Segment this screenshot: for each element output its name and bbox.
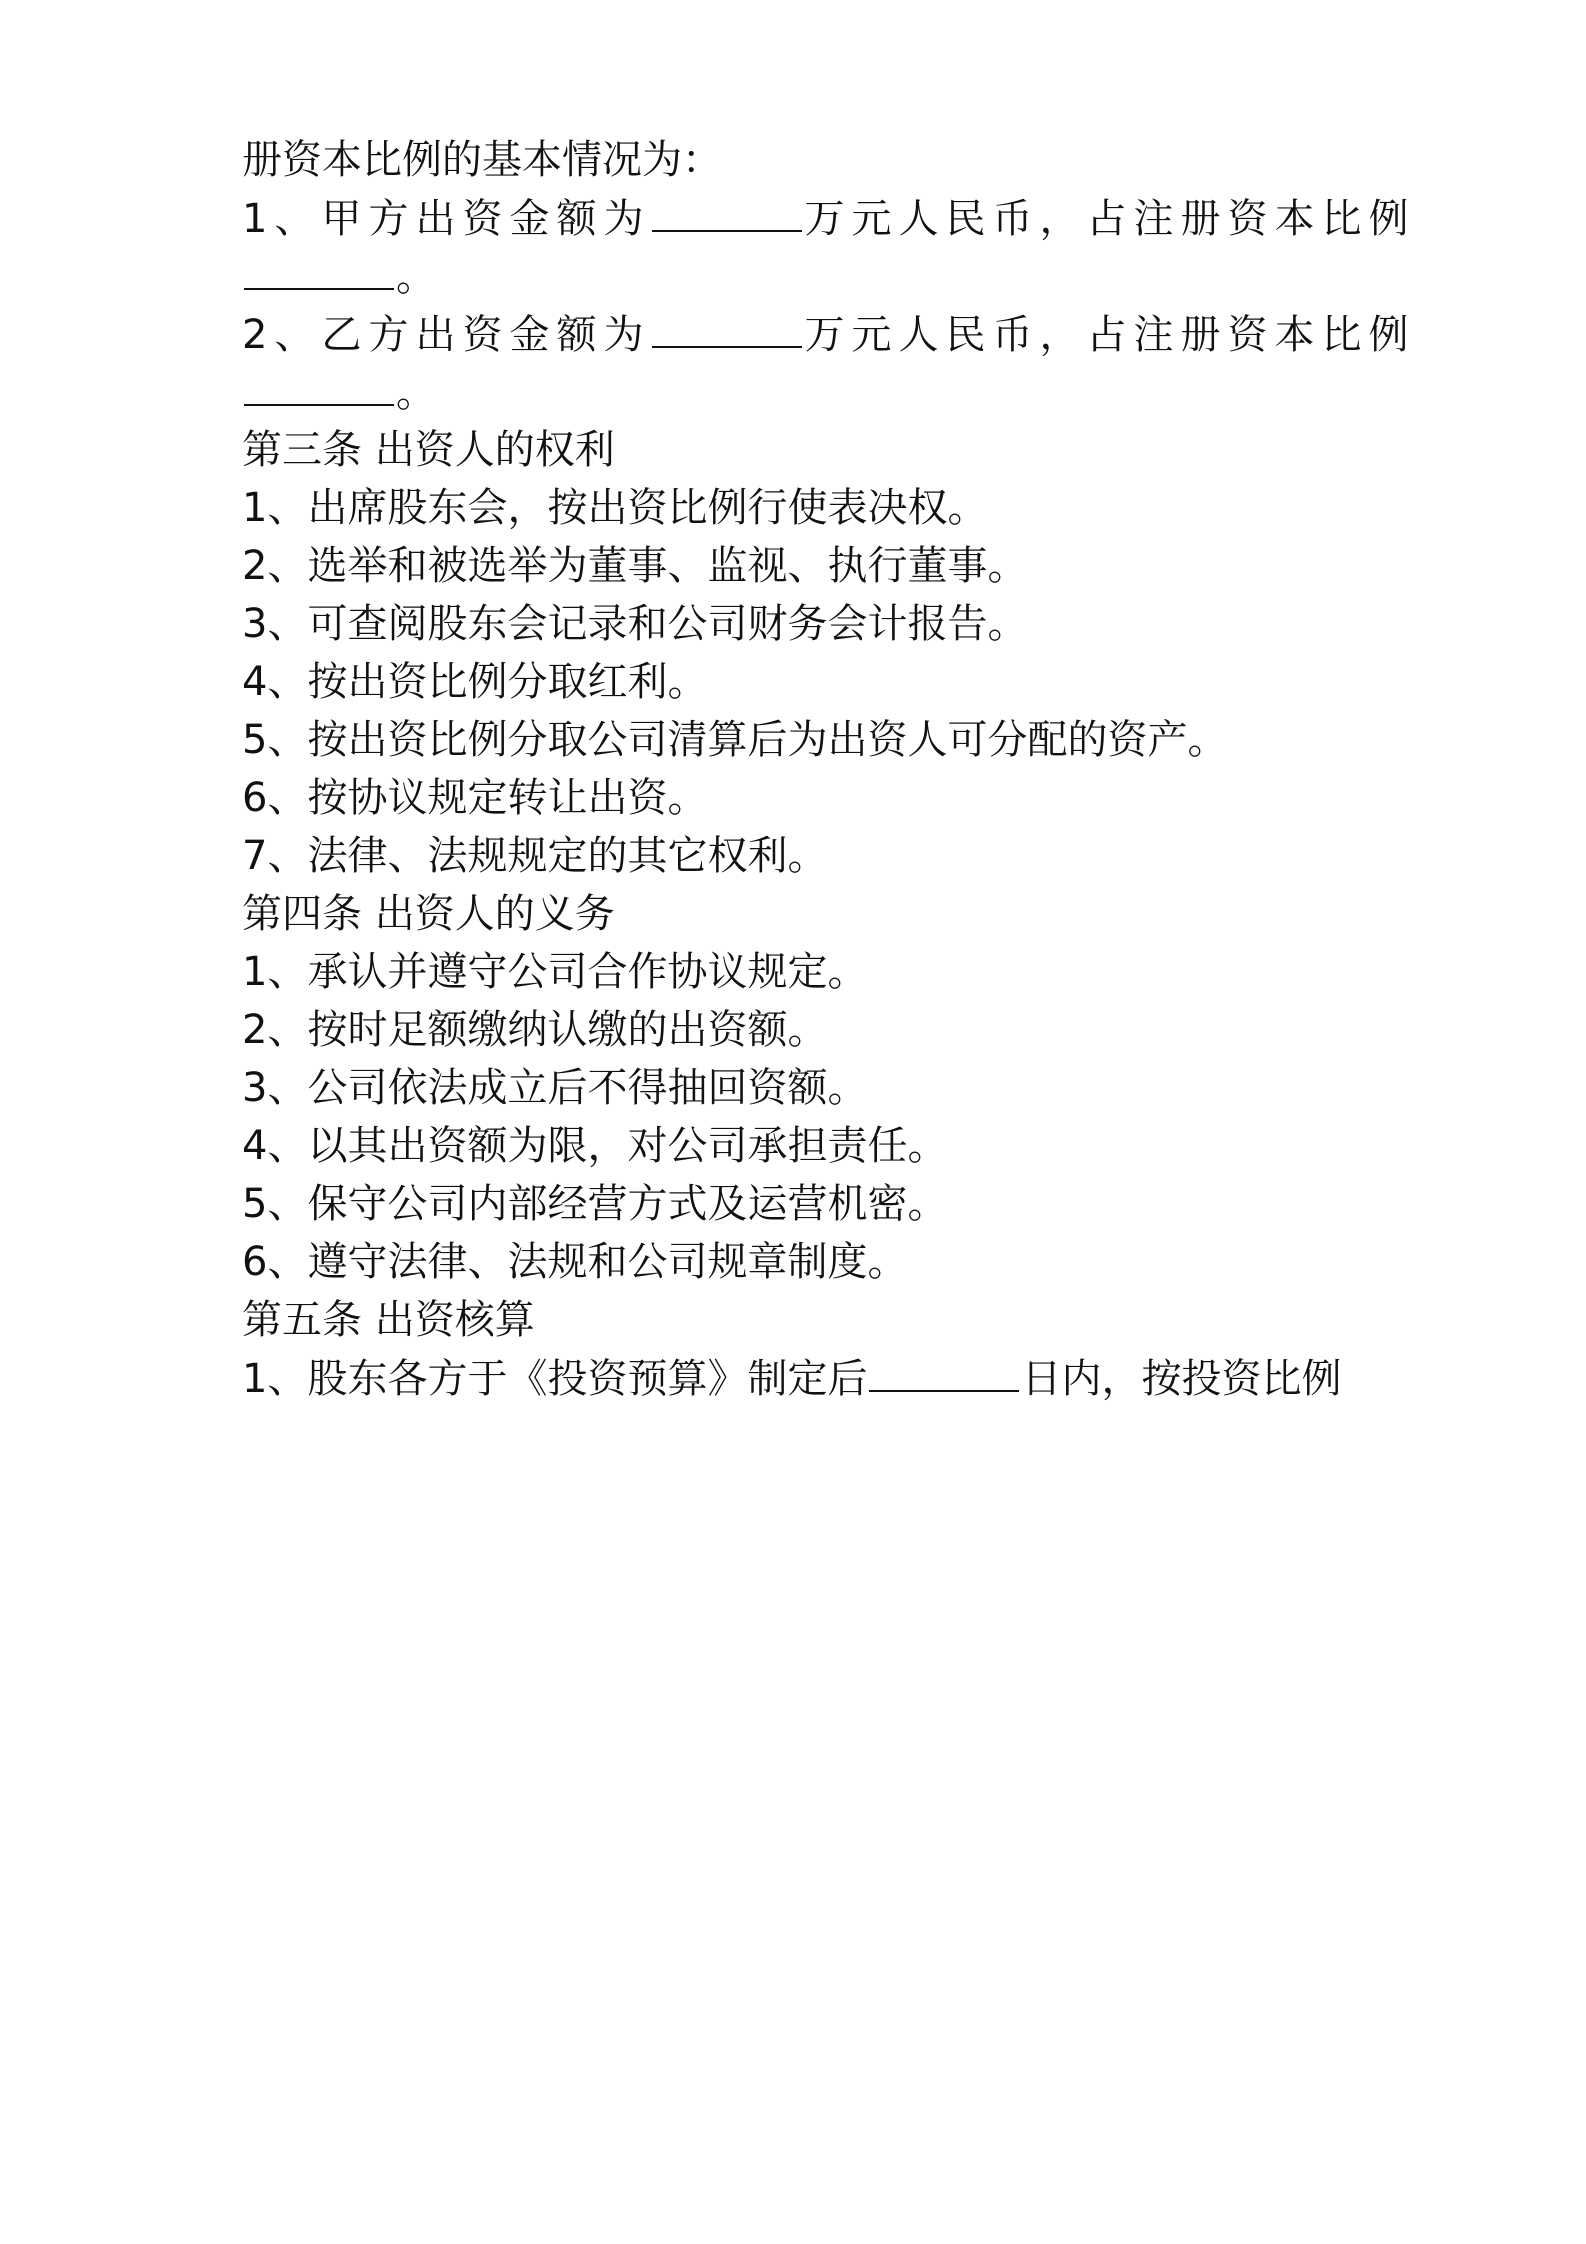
ratio-a-end: 。 [396, 254, 436, 300]
article-3-item: 3、可查阅股东会记录和公司财务会计报告。 [242, 601, 1028, 647]
intro-line: 册资本比例的基本情况为： [242, 137, 722, 183]
ratio-line-b [242, 368, 1386, 417]
ratio-blank-b[interactable] [244, 368, 394, 406]
ratio-blank-a[interactable] [244, 252, 394, 290]
capital-b-mid: 万元人民币，占注册资本比例 [804, 312, 1416, 358]
article-4-item: 3、公司依法成立后不得抽回资额。 [242, 1065, 868, 1111]
amount-blank-a[interactable] [652, 194, 802, 232]
article-5-item [242, 1354, 1386, 1403]
article-4-item: 2、按时足额缴纳认缴的出资额。 [242, 1007, 828, 1053]
capital-line-a [242, 194, 1416, 243]
article-4-item: 6、遵守法律、法规和公司规章制度。 [242, 1239, 908, 1285]
capital-b-prefix: 2、乙方出资金额为 [242, 312, 651, 358]
article-5-item-prefix: 1、股东各方于《投资预算》制定后 [242, 1356, 868, 1402]
article-3-item: 5、按出资比例分取公司清算后为出资人可分配的资产。 [242, 717, 1228, 763]
article-3-item: 7、法律、法规规定的其它权利。 [242, 833, 828, 879]
capital-a-prefix: 1、甲方出资金额为 [242, 196, 651, 242]
article-4-item: 5、保守公司内部经营方式及运营机密。 [242, 1181, 948, 1227]
article-3-heading: 第三条 出资人的权利 [242, 427, 615, 473]
article-5-heading: 第五条 出资核算 [242, 1297, 535, 1343]
article-4-heading: 第四条 出资人的义务 [242, 891, 615, 937]
days-blank[interactable] [869, 1354, 1019, 1392]
article-4-item: 1、承认并遵守公司合作协议规定。 [242, 949, 868, 995]
ratio-b-end: 。 [396, 370, 436, 416]
capital-a-mid: 万元人民币，占注册资本比例 [804, 196, 1416, 242]
article-3-item: 6、按协议规定转让出资。 [242, 775, 708, 821]
article-3-item: 1、出席股东会，按出资比例行使表决权。 [242, 485, 988, 531]
article-4-item: 4、以其出资额为限，对公司承担责任。 [242, 1123, 948, 1169]
article-3-item: 4、按出资比例分取红利。 [242, 659, 708, 705]
article-5-item-suffix: 日内，按投资比例 [1021, 1356, 1342, 1402]
capital-line-b [242, 310, 1416, 359]
article-3-item: 2、选举和被选举为董事、监视、执行董事。 [242, 543, 1028, 589]
ratio-line-a [242, 252, 1386, 301]
amount-blank-b[interactable] [652, 310, 802, 348]
